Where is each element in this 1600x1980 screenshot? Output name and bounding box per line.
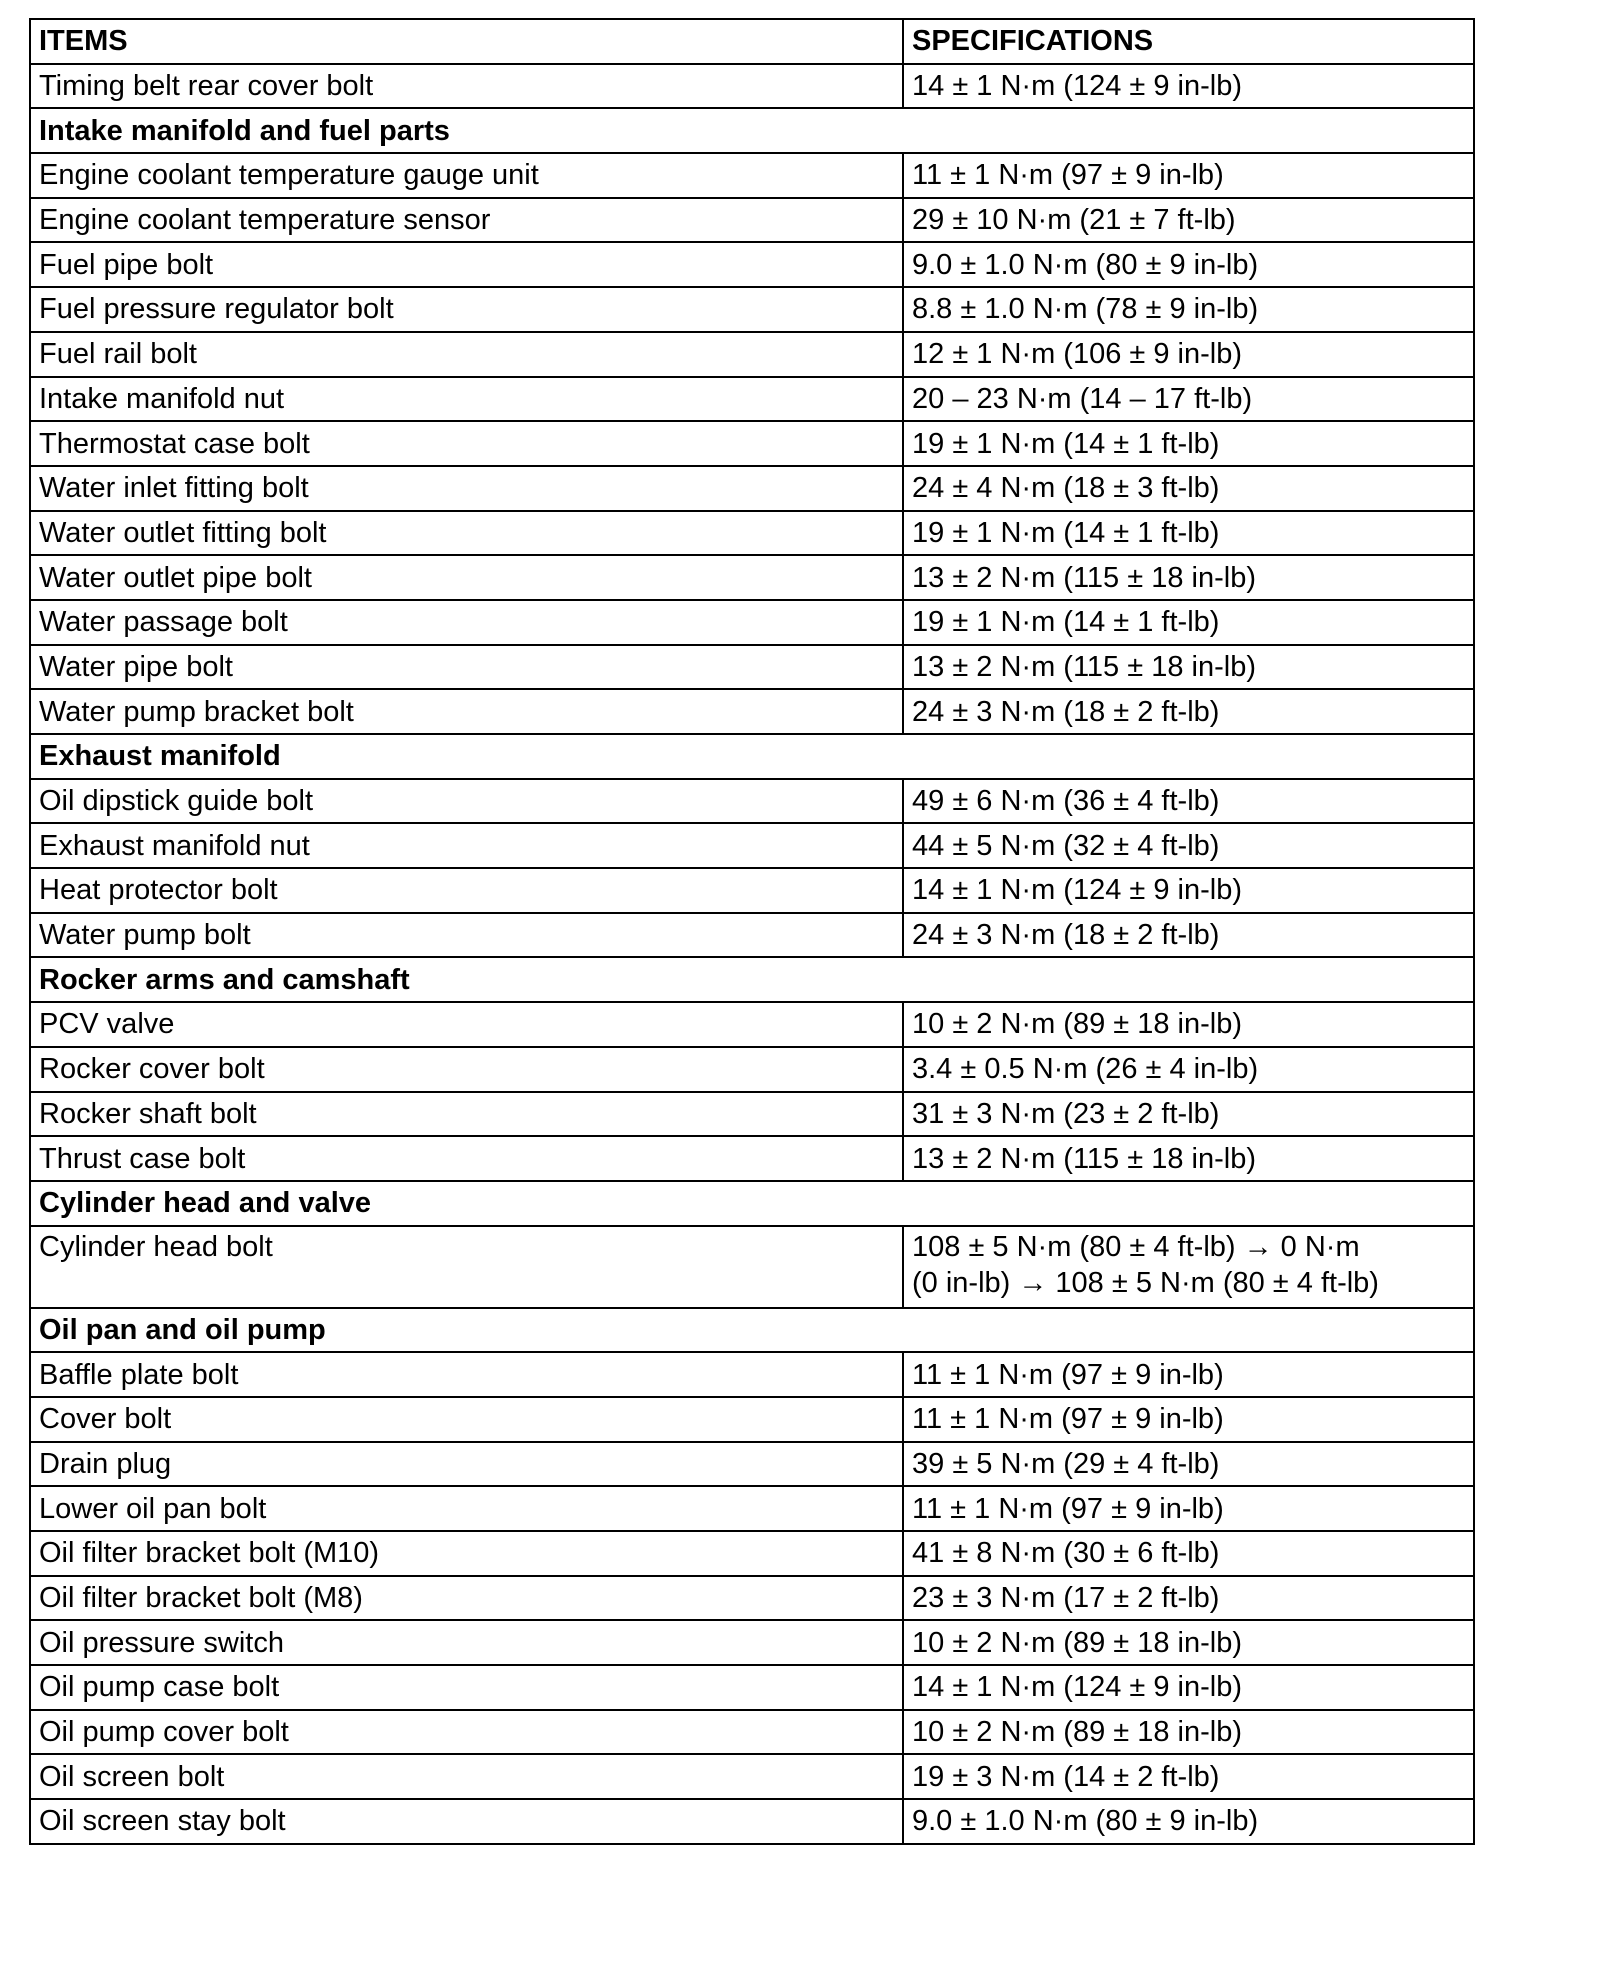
item-name: PCV valve bbox=[30, 1002, 903, 1047]
table-row bbox=[30, 1092, 1474, 1137]
table-row bbox=[30, 1352, 1474, 1397]
section-title: Exhaust manifold bbox=[30, 734, 1474, 779]
item-spec: 39 ± 5 N·m (29 ± 4 ft-lb) bbox=[903, 1442, 1474, 1487]
section-row bbox=[30, 734, 1474, 779]
item-name: Water outlet fitting bolt bbox=[30, 511, 903, 556]
section-row bbox=[30, 108, 1474, 153]
table-row bbox=[30, 1397, 1474, 1442]
item-name: Oil pump cover bolt bbox=[30, 1710, 903, 1755]
item-name: Engine coolant temperature sensor bbox=[30, 198, 903, 243]
section-title: Cylinder head and valve bbox=[30, 1181, 1474, 1226]
table-row bbox=[30, 242, 1474, 287]
item-name: Heat protector bolt bbox=[30, 868, 903, 913]
spec-line-2: (0 in-lb) → 108 ± 5 N·m (80 ± 4 ft-lb) bbox=[912, 1266, 1379, 1299]
spec-line-1: 108 ± 5 N·m (80 ± 4 ft-lb) → 0 N·m bbox=[912, 1230, 1360, 1263]
item-name: Cover bolt bbox=[30, 1397, 903, 1442]
header-specifications: SPECIFICATIONS bbox=[903, 19, 1474, 64]
header-items: ITEMS bbox=[30, 19, 903, 64]
table-row bbox=[30, 1665, 1474, 1710]
table-row bbox=[30, 1442, 1474, 1487]
section-title: Intake manifold and fuel parts bbox=[30, 108, 1474, 153]
item-spec: 8.8 ± 1.0 N·m (78 ± 9 in-lb) bbox=[903, 287, 1474, 332]
item-spec: 19 ± 1 N·m (14 ± 1 ft-lb) bbox=[903, 511, 1474, 556]
item-spec: 20 – 23 N·m (14 – 17 ft-lb) bbox=[903, 377, 1474, 422]
item-name: Oil filter bracket bolt (M10) bbox=[30, 1531, 903, 1576]
item-name: Oil dipstick guide bolt bbox=[30, 779, 903, 824]
item-spec: 11 ± 1 N·m (97 ± 9 in-lb) bbox=[903, 1397, 1474, 1442]
table-row bbox=[30, 1226, 1474, 1308]
table-row bbox=[30, 1486, 1474, 1531]
item-spec: 24 ± 4 N·m (18 ± 3 ft-lb) bbox=[903, 466, 1474, 511]
item-spec: 24 ± 3 N·m (18 ± 2 ft-lb) bbox=[903, 689, 1474, 734]
table-body bbox=[30, 64, 1474, 1844]
table-row bbox=[30, 555, 1474, 600]
item-spec: 9.0 ± 1.0 N·m (80 ± 9 in-lb) bbox=[903, 1799, 1474, 1844]
section-title: Rocker arms and camshaft bbox=[30, 957, 1474, 1002]
table-row bbox=[30, 332, 1474, 377]
item-spec bbox=[903, 1226, 1474, 1308]
table-row bbox=[30, 1710, 1474, 1755]
item-name: Intake manifold nut bbox=[30, 377, 903, 422]
item-spec: 44 ± 5 N·m (32 ± 4 ft-lb) bbox=[903, 823, 1474, 868]
item-spec: 14 ± 1 N·m (124 ± 9 in-lb) bbox=[903, 1665, 1474, 1710]
item-spec: 19 ± 3 N·m (14 ± 2 ft-lb) bbox=[903, 1754, 1474, 1799]
table-row bbox=[30, 779, 1474, 824]
item-spec: 31 ± 3 N·m (23 ± 2 ft-lb) bbox=[903, 1092, 1474, 1137]
table-row bbox=[30, 868, 1474, 913]
item-spec: 11 ± 1 N·m (97 ± 9 in-lb) bbox=[903, 1352, 1474, 1397]
item-spec: 19 ± 1 N·m (14 ± 1 ft-lb) bbox=[903, 600, 1474, 645]
item-name: Water outlet pipe bolt bbox=[30, 555, 903, 600]
item-spec: 13 ± 2 N·m (115 ± 18 in-lb) bbox=[903, 645, 1474, 690]
item-name: Oil pressure switch bbox=[30, 1620, 903, 1665]
item-spec: 10 ± 2 N·m (89 ± 18 in-lb) bbox=[903, 1620, 1474, 1665]
item-spec: 13 ± 2 N·m (115 ± 18 in-lb) bbox=[903, 555, 1474, 600]
item-spec: 41 ± 8 N·m (30 ± 6 ft-lb) bbox=[903, 1531, 1474, 1576]
table-row bbox=[30, 198, 1474, 243]
table-row bbox=[30, 1531, 1474, 1576]
section-row bbox=[30, 1308, 1474, 1353]
item-name: Thrust case bolt bbox=[30, 1136, 903, 1181]
item-spec: 10 ± 2 N·m (89 ± 18 in-lb) bbox=[903, 1710, 1474, 1755]
table-row bbox=[30, 153, 1474, 198]
item-name: Water pump bracket bolt bbox=[30, 689, 903, 734]
table-row bbox=[30, 1799, 1474, 1844]
item-spec: 24 ± 3 N·m (18 ± 2 ft-lb) bbox=[903, 913, 1474, 958]
header-row bbox=[30, 19, 1474, 64]
item-spec: 29 ± 10 N·m (21 ± 7 ft-lb) bbox=[903, 198, 1474, 243]
table-row bbox=[30, 466, 1474, 511]
item-spec: 23 ± 3 N·m (17 ± 2 ft-lb) bbox=[903, 1576, 1474, 1621]
item-spec: 12 ± 1 N·m (106 ± 9 in-lb) bbox=[903, 332, 1474, 377]
item-spec: 11 ± 1 N·m (97 ± 9 in-lb) bbox=[903, 1486, 1474, 1531]
item-name: Lower oil pan bolt bbox=[30, 1486, 903, 1531]
table-row bbox=[30, 1002, 1474, 1047]
item-name: Water pipe bolt bbox=[30, 645, 903, 690]
item-name: Exhaust manifold nut bbox=[30, 823, 903, 868]
table-row bbox=[30, 645, 1474, 690]
table-row bbox=[30, 1754, 1474, 1799]
item-spec: 49 ± 6 N·m (36 ± 4 ft-lb) bbox=[903, 779, 1474, 824]
item-spec: 11 ± 1 N·m (97 ± 9 in-lb) bbox=[903, 153, 1474, 198]
item-name: Oil filter bracket bolt (M8) bbox=[30, 1576, 903, 1621]
item-name: Drain plug bbox=[30, 1442, 903, 1487]
table-row bbox=[30, 823, 1474, 868]
table-row bbox=[30, 1576, 1474, 1621]
item-name: Oil pump case bolt bbox=[30, 1665, 903, 1710]
table-row bbox=[30, 377, 1474, 422]
item-spec: 14 ± 1 N·m (124 ± 9 in-lb) bbox=[903, 868, 1474, 913]
item-name: Fuel rail bolt bbox=[30, 332, 903, 377]
item-name: Rocker cover bolt bbox=[30, 1047, 903, 1092]
section-row bbox=[30, 1181, 1474, 1226]
item-name: Water pump bolt bbox=[30, 913, 903, 958]
table-row bbox=[30, 689, 1474, 734]
item-name: Water passage bolt bbox=[30, 600, 903, 645]
item-name: Timing belt rear cover bolt bbox=[30, 64, 903, 109]
table-row bbox=[30, 1136, 1474, 1181]
item-spec: 3.4 ± 0.5 N·m (26 ± 4 in-lb) bbox=[903, 1047, 1474, 1092]
table-row bbox=[30, 64, 1474, 109]
section-title: Oil pan and oil pump bbox=[30, 1308, 1474, 1353]
table-row bbox=[30, 287, 1474, 332]
item-name: Engine coolant temperature gauge unit bbox=[30, 153, 903, 198]
table-row bbox=[30, 1620, 1474, 1665]
item-spec: 19 ± 1 N·m (14 ± 1 ft-lb) bbox=[903, 421, 1474, 466]
table-row bbox=[30, 421, 1474, 466]
table-row bbox=[30, 600, 1474, 645]
item-name: Rocker shaft bolt bbox=[30, 1092, 903, 1137]
item-name: Fuel pipe bolt bbox=[30, 242, 903, 287]
item-name: Cylinder head bolt bbox=[30, 1226, 903, 1308]
torque-spec-table bbox=[29, 18, 1475, 1845]
table-row bbox=[30, 913, 1474, 958]
item-spec: 9.0 ± 1.0 N·m (80 ± 9 in-lb) bbox=[903, 242, 1474, 287]
section-row bbox=[30, 957, 1474, 1002]
item-spec: 10 ± 2 N·m (89 ± 18 in-lb) bbox=[903, 1002, 1474, 1047]
table-row bbox=[30, 1047, 1474, 1092]
item-name: Oil screen bolt bbox=[30, 1754, 903, 1799]
item-name: Water inlet fitting bolt bbox=[30, 466, 903, 511]
item-name: Oil screen stay bolt bbox=[30, 1799, 903, 1844]
item-spec: 14 ± 1 N·m (124 ± 9 in-lb) bbox=[903, 64, 1474, 109]
item-name: Fuel pressure regulator bolt bbox=[30, 287, 903, 332]
item-name: Thermostat case bolt bbox=[30, 421, 903, 466]
table-row bbox=[30, 511, 1474, 556]
item-spec: 13 ± 2 N·m (115 ± 18 in-lb) bbox=[903, 1136, 1474, 1181]
item-name: Baffle plate bolt bbox=[30, 1352, 903, 1397]
